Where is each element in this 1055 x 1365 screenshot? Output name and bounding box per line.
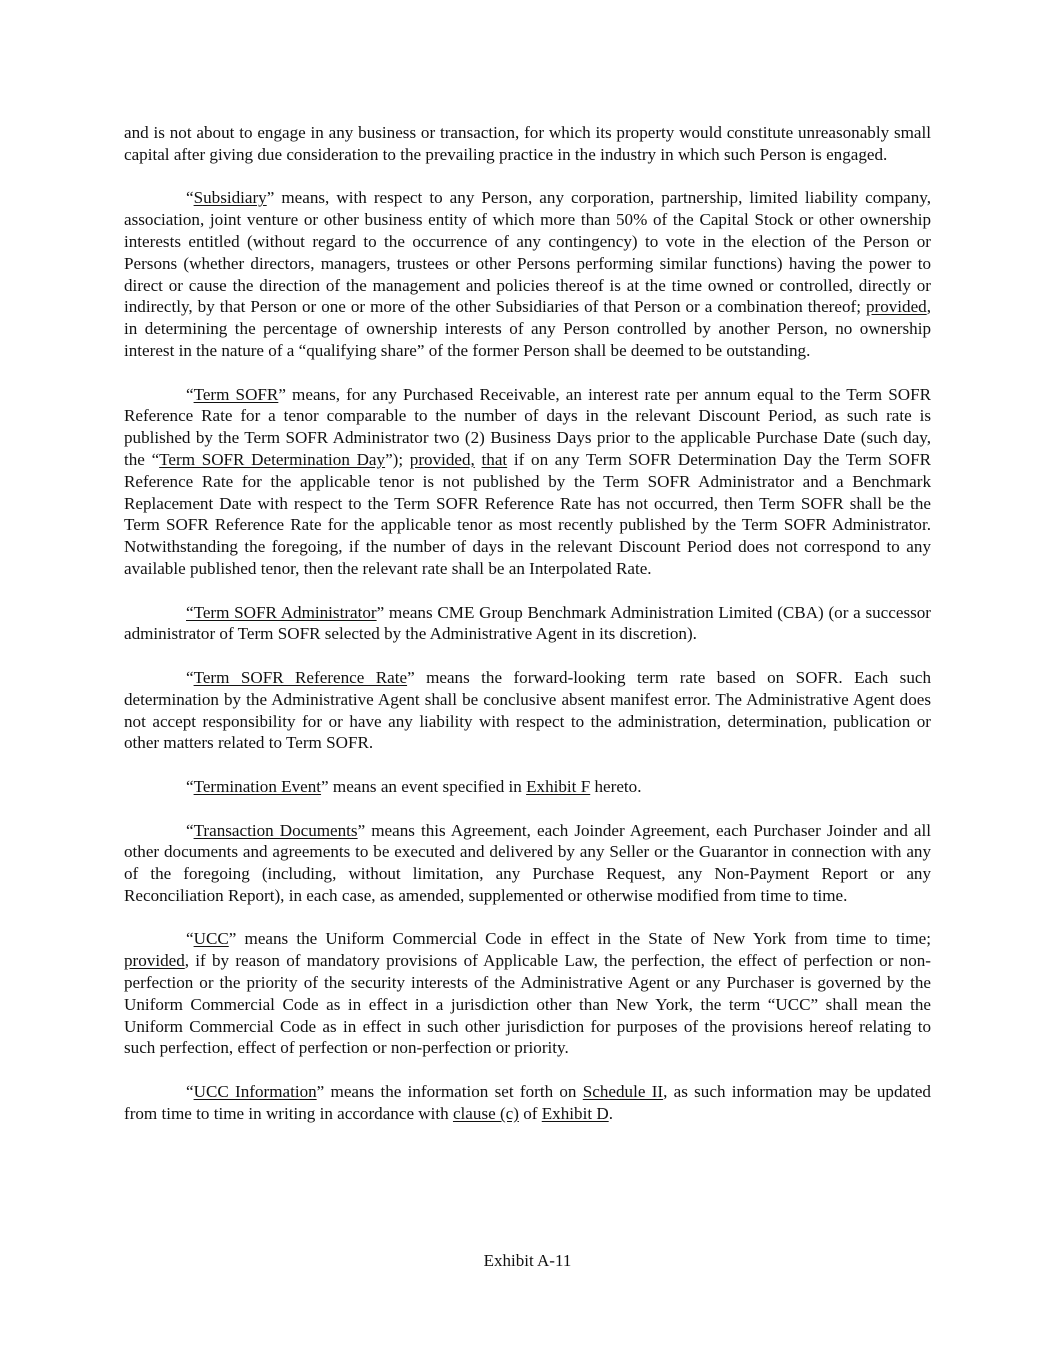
defined-term: Schedule II bbox=[582, 1082, 664, 1102]
defined-term: UCC bbox=[193, 929, 229, 949]
defined-term: UCC Information bbox=[193, 1082, 317, 1102]
text-run: hereto. bbox=[590, 776, 642, 796]
defined-term: “Term SOFR Administrator bbox=[186, 602, 377, 622]
text-run: , in determining the percentage of ownership interests of any Person controlled by another Person, no ownership interest in the nature of a “qualifying share” of the former Person shall be deemed to be outstanding. bbox=[124, 297, 931, 360]
paragraph bbox=[124, 928, 931, 1059]
text-run: . bbox=[608, 1103, 613, 1123]
text-run: ”); bbox=[385, 449, 410, 469]
paragraph bbox=[124, 1081, 931, 1125]
paragraph bbox=[124, 187, 931, 361]
text-run: ” means this Agreement, each Joinder Agreement, each Purchaser Joinder and all other documents and agreements to be executed and delivered by any Seller or the Guarantor in connection with any of the foregoing (including, without limitation, any Purchase Request, any Non-Payment Report or any Reconciliation Report), in each case, as amended, supplemented or otherwise modified from time to time. bbox=[124, 820, 932, 905]
document-body bbox=[124, 122, 931, 1146]
text-run: ” means an event specified in bbox=[321, 776, 527, 796]
defined-term: provided bbox=[865, 297, 927, 317]
text-run: if on any Term SOFR Determination Day the Term SOFR Reference Rate for the applicable tenor is not published by the Term SOFR Administrator and a Benchmark Replacement Date with respect to the Term SOFR Reference Rate has not occurred, then Term SOFR shall be the Term SOFR Reference Rate for the applicable tenor as most recently published by the Term SOFR Administrator. Notwithstanding the foregoing, if the number of days in the relevant Discount Period does not correspond to any available published tenor, then the relevant rate shall be an Interpolated Rate. bbox=[124, 449, 931, 578]
paragraph bbox=[124, 602, 931, 646]
text-run: “ bbox=[186, 1082, 194, 1102]
text-run: of bbox=[518, 1103, 542, 1123]
text-run: “ bbox=[186, 384, 194, 404]
text-run bbox=[475, 450, 482, 469]
page-footer: Exhibit A-11 bbox=[483, 1251, 572, 1270]
defined-term: Exhibit D bbox=[541, 1103, 609, 1123]
text-run: ” means the information set forth on bbox=[316, 1082, 583, 1102]
defined-term: Termination Event bbox=[193, 776, 322, 796]
text-run: ” means CME Group Benchmark Administration Limited (CBA) (or a successor administrator of Term SOFR selected by the Administrative Agent in its discretion). bbox=[124, 602, 931, 644]
paragraph bbox=[124, 667, 931, 754]
defined-term: Subsidiary bbox=[193, 188, 267, 208]
text-run: ” means, for any Purchased Receivable, an interest rate per annum equal to the Term SOFR Reference Rate for a tenor comparable to the number of days in the relevant Discount Period, as such rate is published by the Term SOFR Administrator two (2) Business Days prior to the applicable Purchase Date (such day, the “ bbox=[124, 384, 931, 469]
text-run: “ bbox=[186, 667, 194, 687]
defined-term: Term SOFR Determination Day bbox=[159, 449, 386, 469]
defined-term: clause (c) bbox=[452, 1103, 519, 1123]
text-run: ” means the Uniform Commercial Code in effect in the State of New York from time to time; bbox=[228, 929, 931, 949]
text-run: and is not about to engage in any business or transaction, for which its property would constitute unreasonably small capital after giving due consideration to the prevailing practice in the industry in which such Person is engaged. bbox=[124, 123, 931, 164]
paragraph bbox=[124, 776, 931, 798]
text-run: ” means the forward-looking term rate based on SOFR. Each such determination by the Administrative Agent shall be conclusive absent manifest error. The Administrative Agent does not accept responsibility for or have any liability with respect to the administration, determination, publication or other matters related to Term SOFR. bbox=[124, 667, 931, 753]
text-run: , if by reason of mandatory provisions of Applicable Law, the perfection, the effect of perfection or non-perfection or the priority of the security interests of the Administrative Agent or any Purchaser is governed by the Uniform Commercial Code as in effect in a jurisdiction other than New York, the term “UCC” shall mean the Uniform Commercial Code as in effect in such other jurisdiction for purposes of the provisions hereof relating to such perfection, effect of perfection or non-perfection or priority. bbox=[124, 951, 931, 1058]
defined-term: provided bbox=[124, 951, 185, 971]
defined-term: Transaction Documents bbox=[193, 820, 358, 840]
defined-term: Exhibit F bbox=[526, 776, 591, 796]
paragraph bbox=[124, 384, 931, 580]
paragraph bbox=[124, 820, 931, 907]
defined-term: provided, bbox=[409, 449, 475, 469]
defined-term: Term SOFR bbox=[193, 384, 279, 404]
defined-term: Term SOFR Reference Rate bbox=[193, 667, 408, 687]
text-run: “ bbox=[186, 776, 194, 796]
defined-term: that bbox=[481, 449, 508, 469]
text-run: ” means, with respect to any Person, any corporation, partnership, limited liability company, association, joint venture or other business entity of which more than 50% of the Capital Stock or other ownership interests entitled (without regard to the occurrence of any contingency) to vote in the election of the Person or Persons (whether directors, managers, trustees or other Persons performing similar functions) having the power to direct or cause the direction of the management and policies thereof is at the time owned or controlled, directly or indirectly, by that Person or one or more of the other Subsidiaries of that Person or a combination thereof; bbox=[124, 188, 931, 317]
text-run: “ bbox=[186, 929, 194, 949]
paragraph bbox=[124, 122, 931, 166]
text-run: “ bbox=[186, 820, 194, 840]
text-run: , as such information may be updated from time to time in writing in accordance with bbox=[124, 1082, 931, 1123]
text-run: “ bbox=[186, 188, 194, 208]
